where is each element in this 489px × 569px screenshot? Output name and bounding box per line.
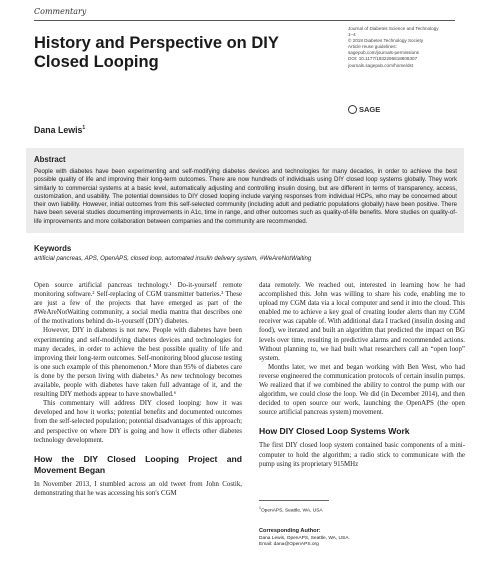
section-heading: How DIY Closed Loop Systems Work <box>259 426 410 437</box>
paragraph: Open source artificial pancreas technology.¹ Do-it-yourself remote monitoring software.² Self-replacing of CGM transmitter batteries.³ These are just a few of the projects that have emerged as part of the #WeAreNotWaiting community, a social media mantra that describes one of the motivations behind do-it-yourself (DIY) diabetes. <box>34 282 242 326</box>
corresponding-author-heading: Corresponding Author: <box>259 528 321 534</box>
section-heading: How the DIY Closed Looping Project and Movement Began <box>34 453 242 475</box>
reuse-label: Article reuse guidelines: <box>348 44 397 50</box>
affiliation-footnote <box>259 505 465 515</box>
publisher-logo <box>348 105 380 114</box>
page-range: 1–4 <box>348 32 356 38</box>
footnote-text: OpenAPS, Seattle, WA, USA <box>260 508 323 514</box>
paragraph: data remotely. We reached out, interested in learning how he had accomplished this. John was willing to share his code, enabling me to upload my CGM data via a local computer and send it into the cloud. This enabled me to achieve a key goal of creating louder alerts than my CGM receiver was capable of. With additional data I tracked (insulin dosing and food), we iterated and built an algorithm that predicted the impact on BG levels over time, resulting in predictive alarms and recommended actions. Without planning to, we had built what researchers call an “open loop” system. <box>259 282 465 362</box>
body-column-left <box>34 281 242 498</box>
journal-home-link[interactable]: journals.sagepub.com/home/dst <box>348 62 414 68</box>
journal-meta <box>348 26 473 69</box>
affiliation-mark: 1 <box>82 125 86 132</box>
abstract-text: People with diabetes have been experimenting and self-modifying diabetes devices and technologies for many decades, in order to achieve the best possible quality of life and improving their long-term outcomes. There are now hundreds of individuals using DIY closed loop systems globally. They work similarly to commercial systems at a basic level, automatically adjusting and controlling insulin dosing, but are different in terms of transparency, access, customization, and usability. The potential downsides to DIY closed looping include varying responses from individual HCPs, who may be concerned about their own liability. However, initial outcomes from this self-selected community (including adult and pediatric populations globally) have been positive. There have been several studies documenting improvements in A1c, time in range, and other outcomes such as quality-of-life benefits. More studies on quality-of-life improvements and more collaboration between companies and the community are recommended. <box>34 168 457 225</box>
paragraph: This commentary will address DIY closed looping: how it was developed and how it works; potential benefits and documented outcomes from the self-selected population; potential disadvantages of this approach; and perspective on where DIY is going and how it effects other diabetes technology development. <box>34 400 242 444</box>
header-rule <box>34 20 455 21</box>
section-label: Commentary <box>34 7 87 16</box>
footnote-rule <box>259 500 329 501</box>
keywords-heading: Keywords <box>34 244 72 253</box>
paragraph: The first DIY closed loop system contained basic components of a mini-computer to hold the algorithm; a radio stick to communicate with the pump using its proprietary 915MHz <box>259 442 465 468</box>
journal-name: Journal of Diabetes Science and Technology <box>348 26 439 31</box>
keywords-text: artificial pancreas, APS, OpenAPS, closed loop, automated insulin delivery system, #WeAreNotWaiting <box>34 255 312 262</box>
article-title: History and Perspective on DIY Closed Looping <box>34 34 279 71</box>
paragraph: Months later, we met and began working with Ben West, who had reverse engineered the communication protocols of certain insulin pumps. We realized that if we combined the ability to control the pump with our algorithm, we could close the loop. We did (in December 2014), and then decided to open source our work, launching the OpenAPS (the open source artificial pancreas system) movement. <box>259 363 465 417</box>
permissions-link[interactable]: sagepub.com/journals-permissions <box>348 50 419 56</box>
publisher-name: SAGE <box>359 105 381 114</box>
footnote-mark: 1 <box>259 506 261 510</box>
corresponding-author-email[interactable]: Email: dana@OpenAPS.org <box>259 542 319 548</box>
copyright: © 2018 Diabetes Technology Society <box>348 38 424 44</box>
paragraph: In November 2013, I stumbled across an old tweet from John Costik, demonstrating that he was accessing his son's CGM <box>34 480 242 497</box>
corresponding-author-details <box>259 536 465 548</box>
paragraph: However, DIY in diabetes is not new. People with diabetes have been experimenting and self-modifying diabetes devices and technologies for many decades, in order to achieve the best possible quality of life and improving their long-term outcomes. Self-monitoring blood glucose testing is one such example of this phenomenon.⁴ More than 95% of diabetes care is done by the person living with diabetes.⁵ As new technology becomes available, people with diabetes have taken full advantage of it, and the resulting DIY methods appear to have snowballed.⁶ <box>34 327 242 399</box>
sage-logo-icon <box>348 105 357 114</box>
body-column-right <box>259 281 465 469</box>
author-line <box>34 125 85 135</box>
abstract-heading: Abstract <box>34 155 66 164</box>
corresponding-author-name: Dana Lewis, OpenAPS, Seattle, WA, USA. <box>259 536 350 541</box>
author-name: Dana Lewis <box>34 125 83 135</box>
doi[interactable]: DOI: 10.1177/1932296818808307 <box>348 56 418 62</box>
